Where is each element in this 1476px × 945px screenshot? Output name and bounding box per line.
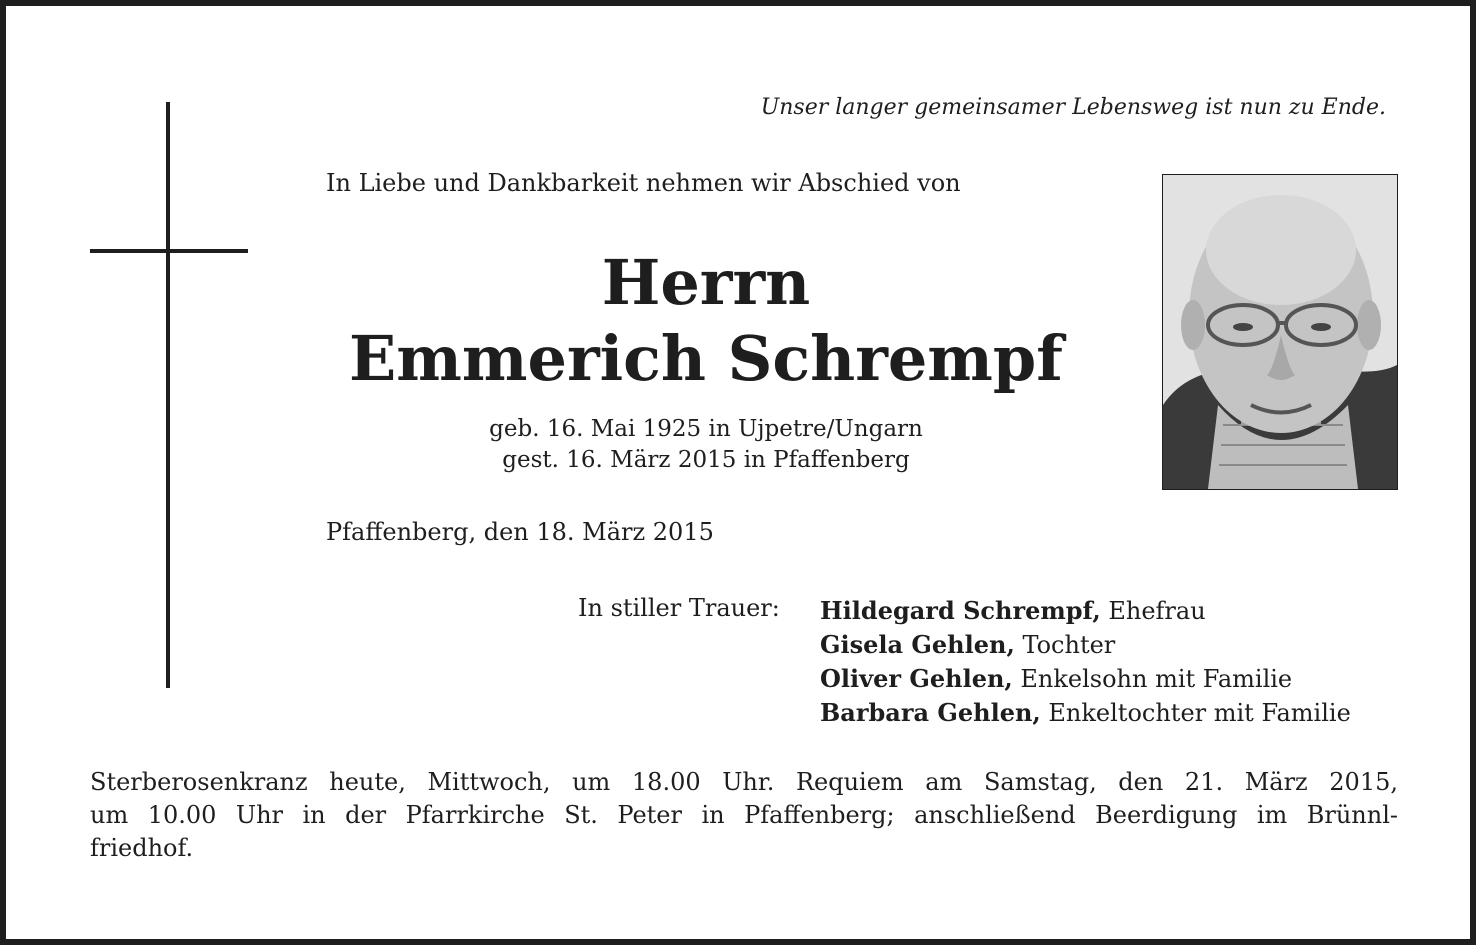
mourner-relation: Enkelsohn mit Familie	[1012, 665, 1293, 693]
salutation: Herrn	[601, 246, 811, 319]
title-block	[326, 244, 1086, 396]
place-date: Pfaffenberg, den 18. März 2015	[326, 518, 714, 546]
intro-text: In Liebe und Dankbarkeit nehmen wir Abschied von	[326, 169, 961, 197]
mourner-relation: Enkeltochter mit Familie	[1040, 699, 1351, 727]
life-dates	[326, 414, 1086, 476]
portrait-photo	[1162, 174, 1398, 490]
mourners-list	[820, 594, 1351, 730]
mourners-label: In stiller Trauer:	[578, 594, 780, 622]
notice-line: friedhof.	[90, 834, 194, 862]
mourner-name: Oliver Gehlen,	[820, 664, 1013, 693]
notice-line: um 10.00 Uhr in der Pfarrkirche St. Peter in Pfaffenberg; anschließend Beerdigung im Brünnl-	[90, 801, 1398, 829]
motto: Unser langer gemeinsamer Lebensweg ist nun zu Ende.	[760, 95, 1386, 120]
mourner-relation: Tochter	[1014, 631, 1116, 659]
mourner-relation: Ehefrau	[1100, 597, 1206, 625]
portrait-illustration	[1163, 175, 1397, 489]
cross-horizontal-bar	[90, 249, 248, 253]
mourner-entry	[820, 696, 1351, 730]
mourner-entry	[820, 628, 1351, 662]
mourner-name: Barbara Gehlen,	[820, 698, 1041, 727]
death-line: gest. 16. März 2015 in Pfaffenberg	[502, 447, 910, 473]
mourner-entry	[820, 662, 1351, 696]
cross-vertical-bar	[166, 102, 170, 688]
mourner-entry	[820, 594, 1351, 628]
birth-line: geb. 16. Mai 1925 in Ujpetre/Ungarn	[489, 416, 923, 442]
deceased-name: Emmerich Schrempf	[349, 322, 1063, 395]
funeral-notice	[90, 766, 1398, 865]
mourner-name: Hildegard Schrempf,	[820, 596, 1101, 625]
mourner-name: Gisela Gehlen,	[820, 630, 1015, 659]
notice-line: Sterberosenkranz heute, Mittwoch, um 18.00 Uhr. Requiem am Samstag, den 21. März 2015,	[90, 768, 1398, 796]
